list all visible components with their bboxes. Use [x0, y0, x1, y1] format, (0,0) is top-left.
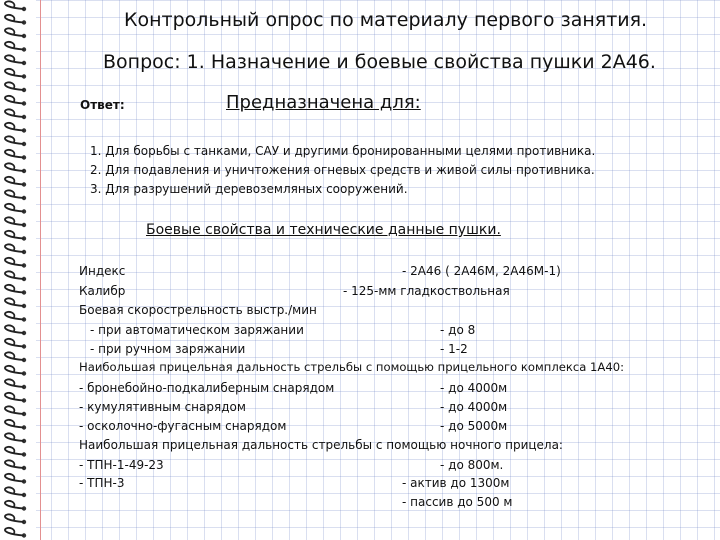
page-title: Контрольный опрос по материалу первого занятия. [124, 9, 648, 31]
spec-label: - осколочно-фугасным снарядом [79, 419, 287, 433]
spec-value: - до 800м. [440, 458, 504, 472]
notebook-margin-line [40, 0, 41, 540]
spec-value: - до 8 [440, 323, 476, 337]
spec-value: - до 4000м [440, 400, 508, 414]
spec-label: - бронебойно-подкалиберным снарядом [79, 381, 335, 395]
spec-value: - 1-2 [440, 342, 468, 356]
question-heading: Вопрос: 1. Назначение и боевые свойства пушки 2А46. [103, 51, 656, 73]
spec-label: Наибольшая прицельная дальность стрельбы с помощью ночного прицела: [79, 438, 563, 452]
spec-label: - кумулятивным снарядом [79, 400, 246, 414]
notebook-spiral-binding [0, 0, 36, 540]
spec-label: - ТПН-1-49-23 [79, 458, 164, 472]
spec-label: Боевая скорострельность выстр./мин [79, 303, 317, 317]
spec-label: Наибольшая прицельная дальность стрельбы с помощью прицельного комплекса 1А40: [79, 360, 624, 374]
spec-label: Индекс [79, 264, 126, 278]
purpose-item: 3. Для разрушений деревоземляных сооружений. [90, 182, 408, 196]
specs-heading: Боевые свойства и технические данные пушки. [146, 222, 501, 238]
spec-value: - актив до 1300м [402, 476, 510, 490]
spec-value: - 125-мм гладкоствольная [343, 284, 510, 298]
answer-label: Ответ: [80, 98, 125, 112]
spec-value: - пассив до 500 м [402, 495, 513, 509]
spec-label: - ТПН-3 [79, 476, 125, 490]
purpose-item: 1. Для борьбы с танками, САУ и другими бронированными целями противника. [90, 144, 596, 158]
spec-value: - до 5000м [440, 419, 508, 433]
spec-label: - при ручном заряжании [90, 342, 246, 356]
purpose-heading: Предназначена для: [226, 92, 421, 113]
spec-value: - 2А46 ( 2А46М, 2А46М-1) [402, 264, 561, 278]
spec-label: - при автоматическом заряжании [90, 323, 304, 337]
spec-label: Калибр [79, 284, 126, 298]
purpose-item: 2. Для подавления и уничтожения огневых средств и живой силы противника. [90, 163, 595, 177]
spec-value: - до 4000м [440, 381, 508, 395]
